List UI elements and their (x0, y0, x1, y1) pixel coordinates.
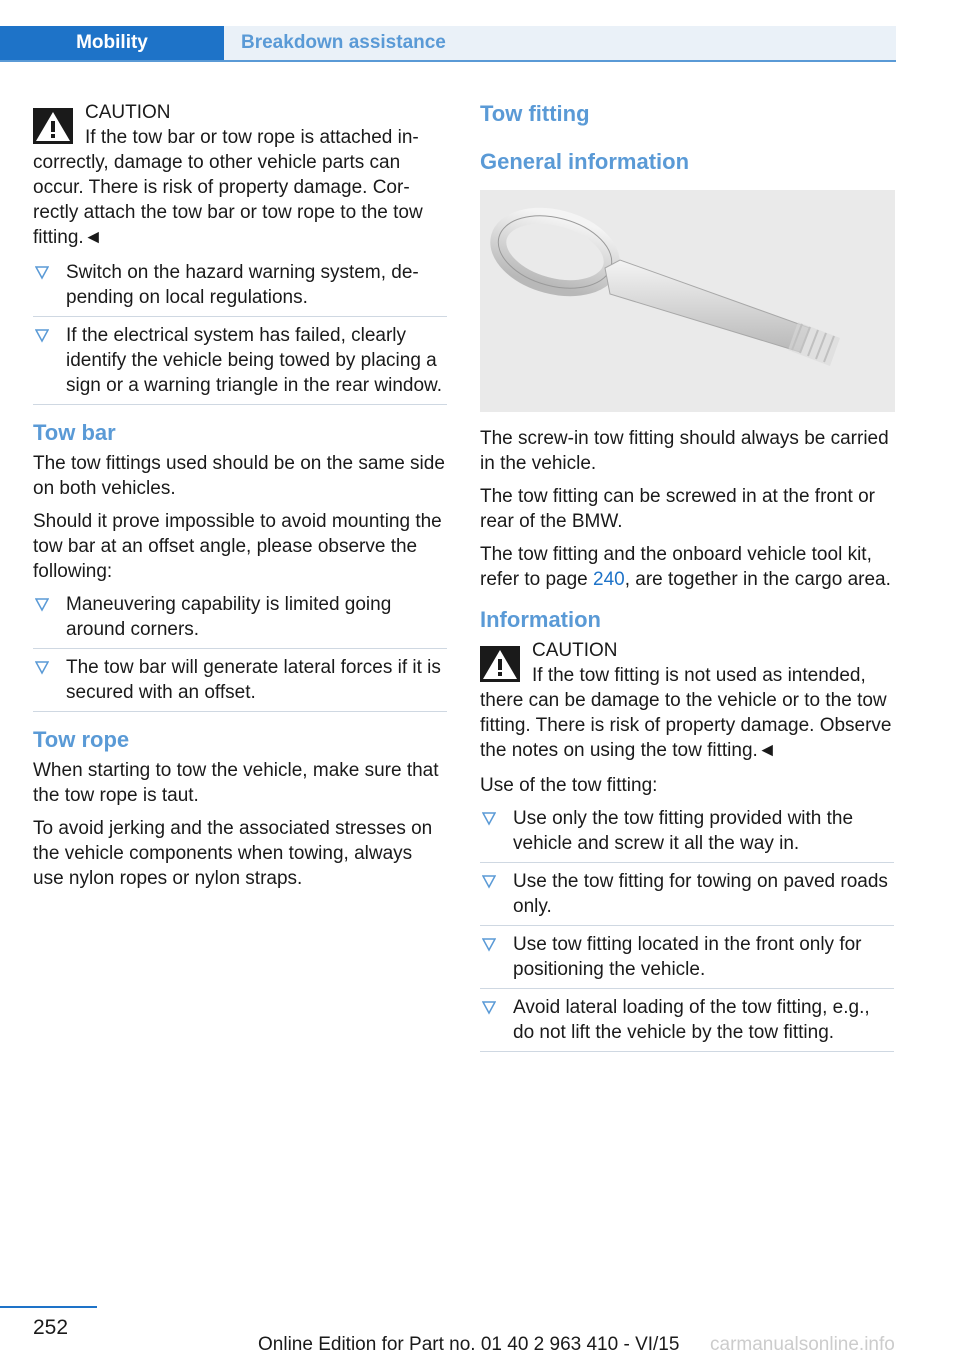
caution-box (480, 638, 894, 763)
page-number: 252 (33, 1316, 69, 1339)
paragraph: The screw-in tow fitting should always be carried in the vehicle. (480, 428, 889, 474)
triangle-bullet-icon (35, 661, 49, 675)
section-heading-information: Information (480, 607, 601, 632)
caution-body: If the tow fitting is not used as intended, there can be damage to the vehicle or to the tow fitting. There is risk of property damage. Observe the notes on using the tow fitting.◄ (480, 665, 892, 761)
section-heading-tow-bar: Tow bar (33, 420, 116, 445)
section-heading-tow-rope: Tow rope (33, 727, 130, 752)
caution-title: CAUTION (85, 102, 171, 123)
watermark: carmanualsonline.info (710, 1334, 895, 1355)
left-column (33, 100, 447, 899)
list-item: Avoid lateral loading of the tow fitting, e.g., do not lift the vehicle by the tow fitting. (480, 995, 894, 1052)
list-item: Use the tow fitting for towing on paved roads only. (480, 869, 894, 926)
list-item: Maneuvering capability is limited going around corners. (33, 592, 447, 649)
paragraph: To avoid jerking and the associated stresses on the vehicle components when towing, always use nylon ropes or nylon straps. (33, 818, 433, 889)
footer-divider (0, 1306, 97, 1308)
tow-fitting-image (480, 190, 895, 412)
paragraph: When starting to tow the vehicle, make sure that the tow rope is taut. (33, 760, 439, 806)
triangle-bullet-icon (482, 812, 496, 826)
triangle-bullet-icon (482, 875, 496, 889)
caution-body: If the tow bar or tow rope is attached incorrectly, damage to other vehicle parts can occur. There is risk of property damage. Correctly attach the tow bar or tow rope to the tow fitting.◄ (33, 127, 423, 248)
warning-triangle-icon (33, 108, 73, 144)
edition-text: Online Edition for Part no. 01 40 2 963 410 - VI/15 (258, 1334, 680, 1355)
paragraph: The tow fittings used should be on the same side on both vehicles. (33, 453, 445, 499)
section-heading-tow-fitting: Tow fitting (480, 101, 590, 126)
bullet-list (33, 592, 447, 712)
header-section-tab[interactable]: Mobility (0, 26, 224, 60)
triangle-bullet-icon (35, 266, 49, 280)
bullet-list (480, 806, 894, 1052)
triangle-bullet-icon (35, 329, 49, 343)
caution-title: CAUTION (532, 640, 618, 661)
bullet-list (33, 260, 447, 405)
paragraph: Should it prove impossible to avoid mounting the tow bar at an offset angle, please observe the following: (33, 511, 442, 582)
list-item: Switch on the hazard warning system, depending on local regulations. (33, 260, 447, 317)
caution-box (33, 100, 447, 250)
page-header (0, 26, 896, 62)
header-divider (0, 60, 896, 62)
triangle-bullet-icon (482, 938, 496, 952)
page-reference-link[interactable]: 240 (593, 569, 625, 590)
paragraph-with-page-link: The tow fitting and the onboard vehicle tool kit, refer to page 240, are together in the cargo area. (480, 544, 891, 590)
triangle-bullet-icon (35, 598, 49, 612)
list-item: If the electrical system has failed, clearly identify the vehicle being towed by placing a sign or a warning triangle in the rear window. (33, 323, 447, 405)
list-item: The tow bar will generate lateral forces if it is secured with an offset. (33, 655, 447, 712)
list-item: Use only the tow fitting provided with the vehicle and screw it all the way in. (480, 806, 894, 863)
list-item: Use tow fitting located in the front only for positioning the vehicle. (480, 932, 894, 989)
paragraph: Use of the tow fitting: (480, 775, 658, 796)
warning-triangle-icon (480, 646, 520, 682)
right-column (480, 100, 894, 1062)
header-chapter-tab[interactable]: Breakdown assistance (224, 26, 896, 60)
tow-fitting-illustration (480, 190, 895, 412)
triangle-bullet-icon (482, 1001, 496, 1015)
subheading-general-information: General information (480, 149, 690, 174)
paragraph: The tow fitting can be screwed in at the front or rear of the BMW. (480, 486, 875, 532)
